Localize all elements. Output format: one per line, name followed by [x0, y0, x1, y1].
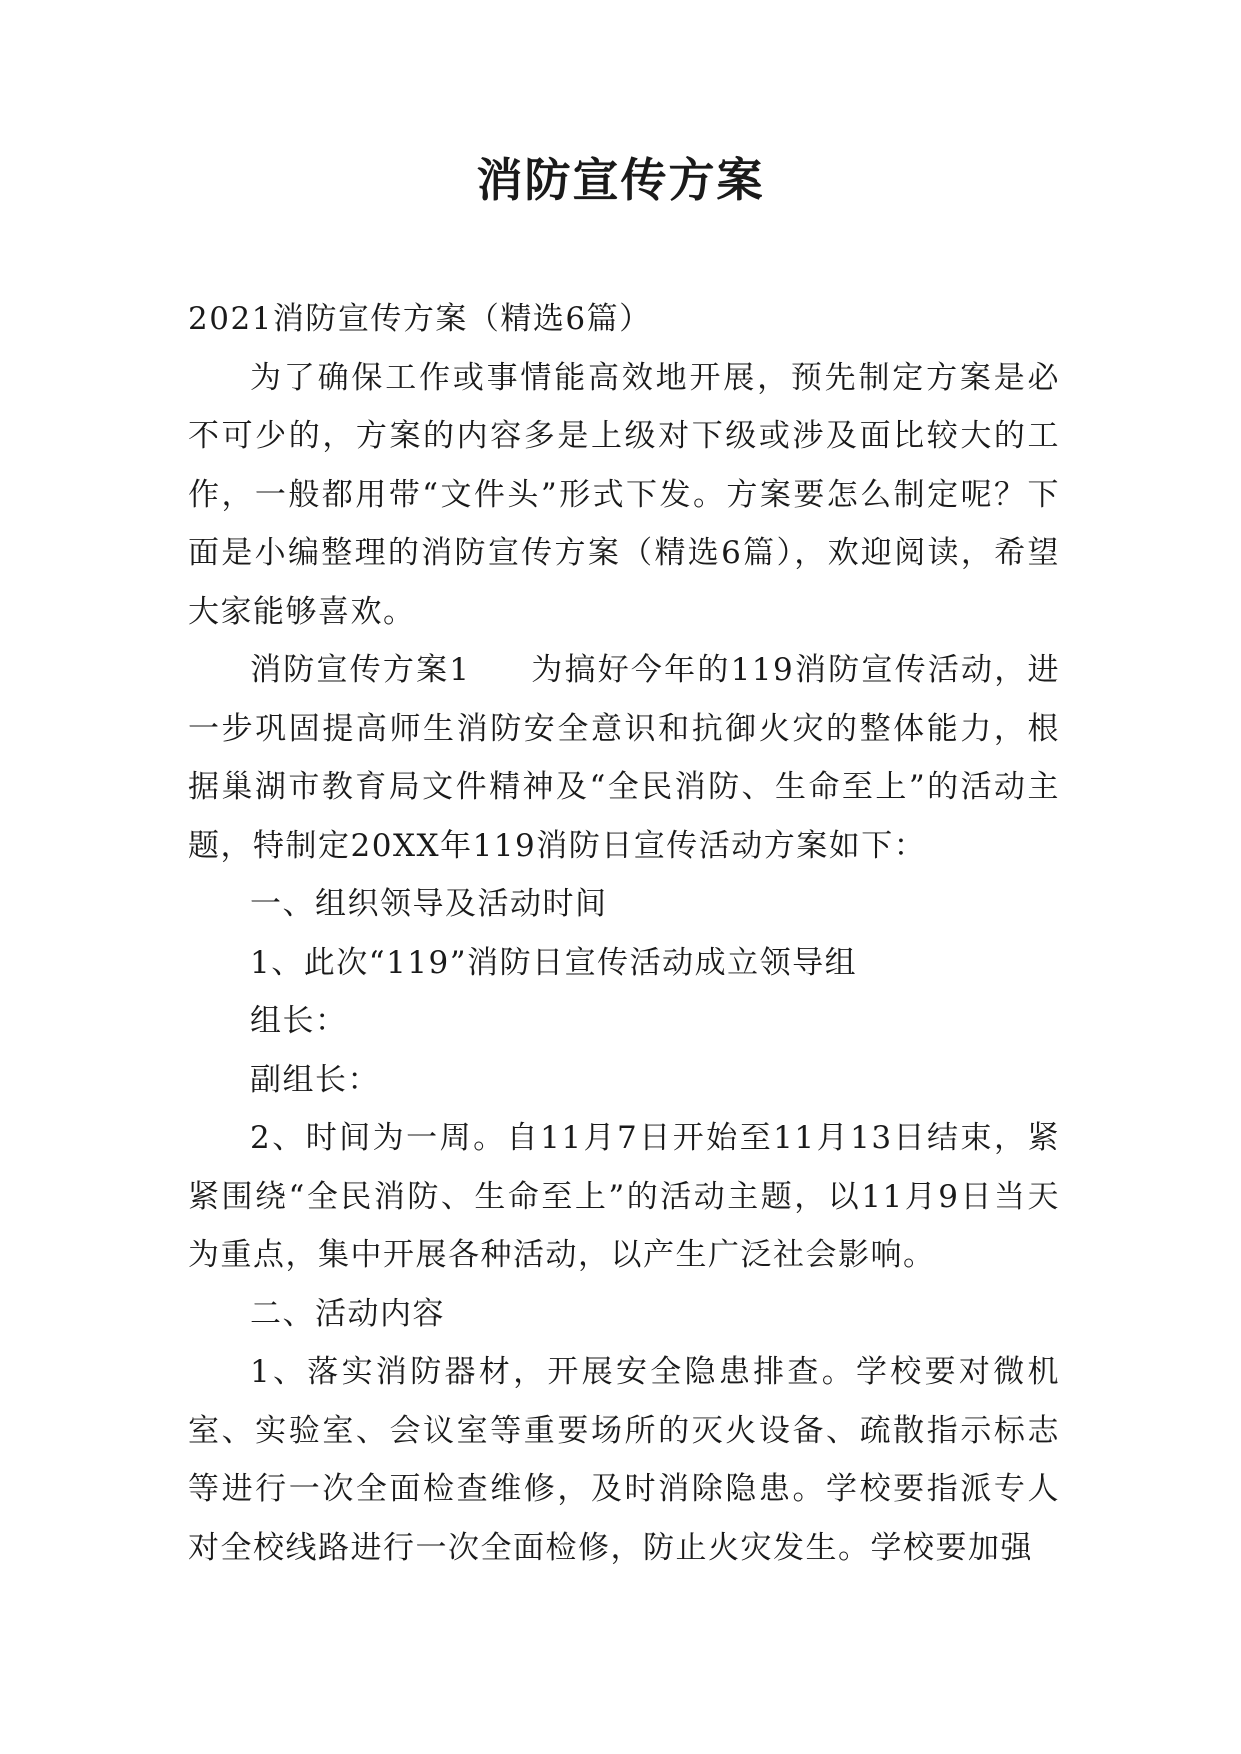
item1-paragraph: 1、此次“119”消防日宣传活动成立领导组: [250, 944, 858, 981]
deputy-line: 副组长：: [250, 1061, 380, 1098]
intro-paragraph: 为了确保工作或事情能高效地开展，预先制定方案是必不可少的，方案的内容多是上级对下级或涉及面比较大的工作，一般都用带“文件头”形式下发。方案要怎么制定呢？下面是小编整理的消防宣传方案（精选6篇），欢迎阅读，希望大家能够喜欢。: [188, 359, 1060, 630]
section1-heading: 消防宣传方案1: [250, 652, 471, 688]
document-subtitle: 2021消防宣传方案（精选6篇）: [188, 301, 652, 337]
content1-paragraph: 1、落实消防器材，开展安全隐患排查。学校要对微机室、实验室、会议室等重要场所的灭火设备、疏散指示标志等进行一次全面检查维修，及时消除隐患。学校要指派专人对全校线路进行一次全面检修，防止火灾发生。学校要加强: [188, 1354, 1060, 1566]
leader-line: 组长：: [250, 1003, 348, 1039]
part1-heading: 一、组织领导及活动时间: [250, 886, 608, 922]
section1-paragraph: [188, 641, 1060, 875]
part2-heading: 二、活动内容: [250, 1295, 445, 1332]
document-body: [188, 290, 1060, 1577]
item2-paragraph: 2、时间为一周。自11月7日开始至11月13日结束，紧紧围绕“全民消防、生命至上”的活动主题，以11月9日当天为重点，集中开展各种活动，以产生广泛社会影响。: [188, 1120, 1060, 1273]
document-title: 消防宣传方案: [476, 153, 765, 207]
section1-text: 为搞好今年的119消防宣传活动，进一步巩固提高师生消防安全意识和抗御火灾的整体能力，根据巢湖市教育局文件精神及“全民消防、生命至上”的活动主题，特制定20XX年119消防日宣传活动方案如下：: [188, 652, 1060, 864]
